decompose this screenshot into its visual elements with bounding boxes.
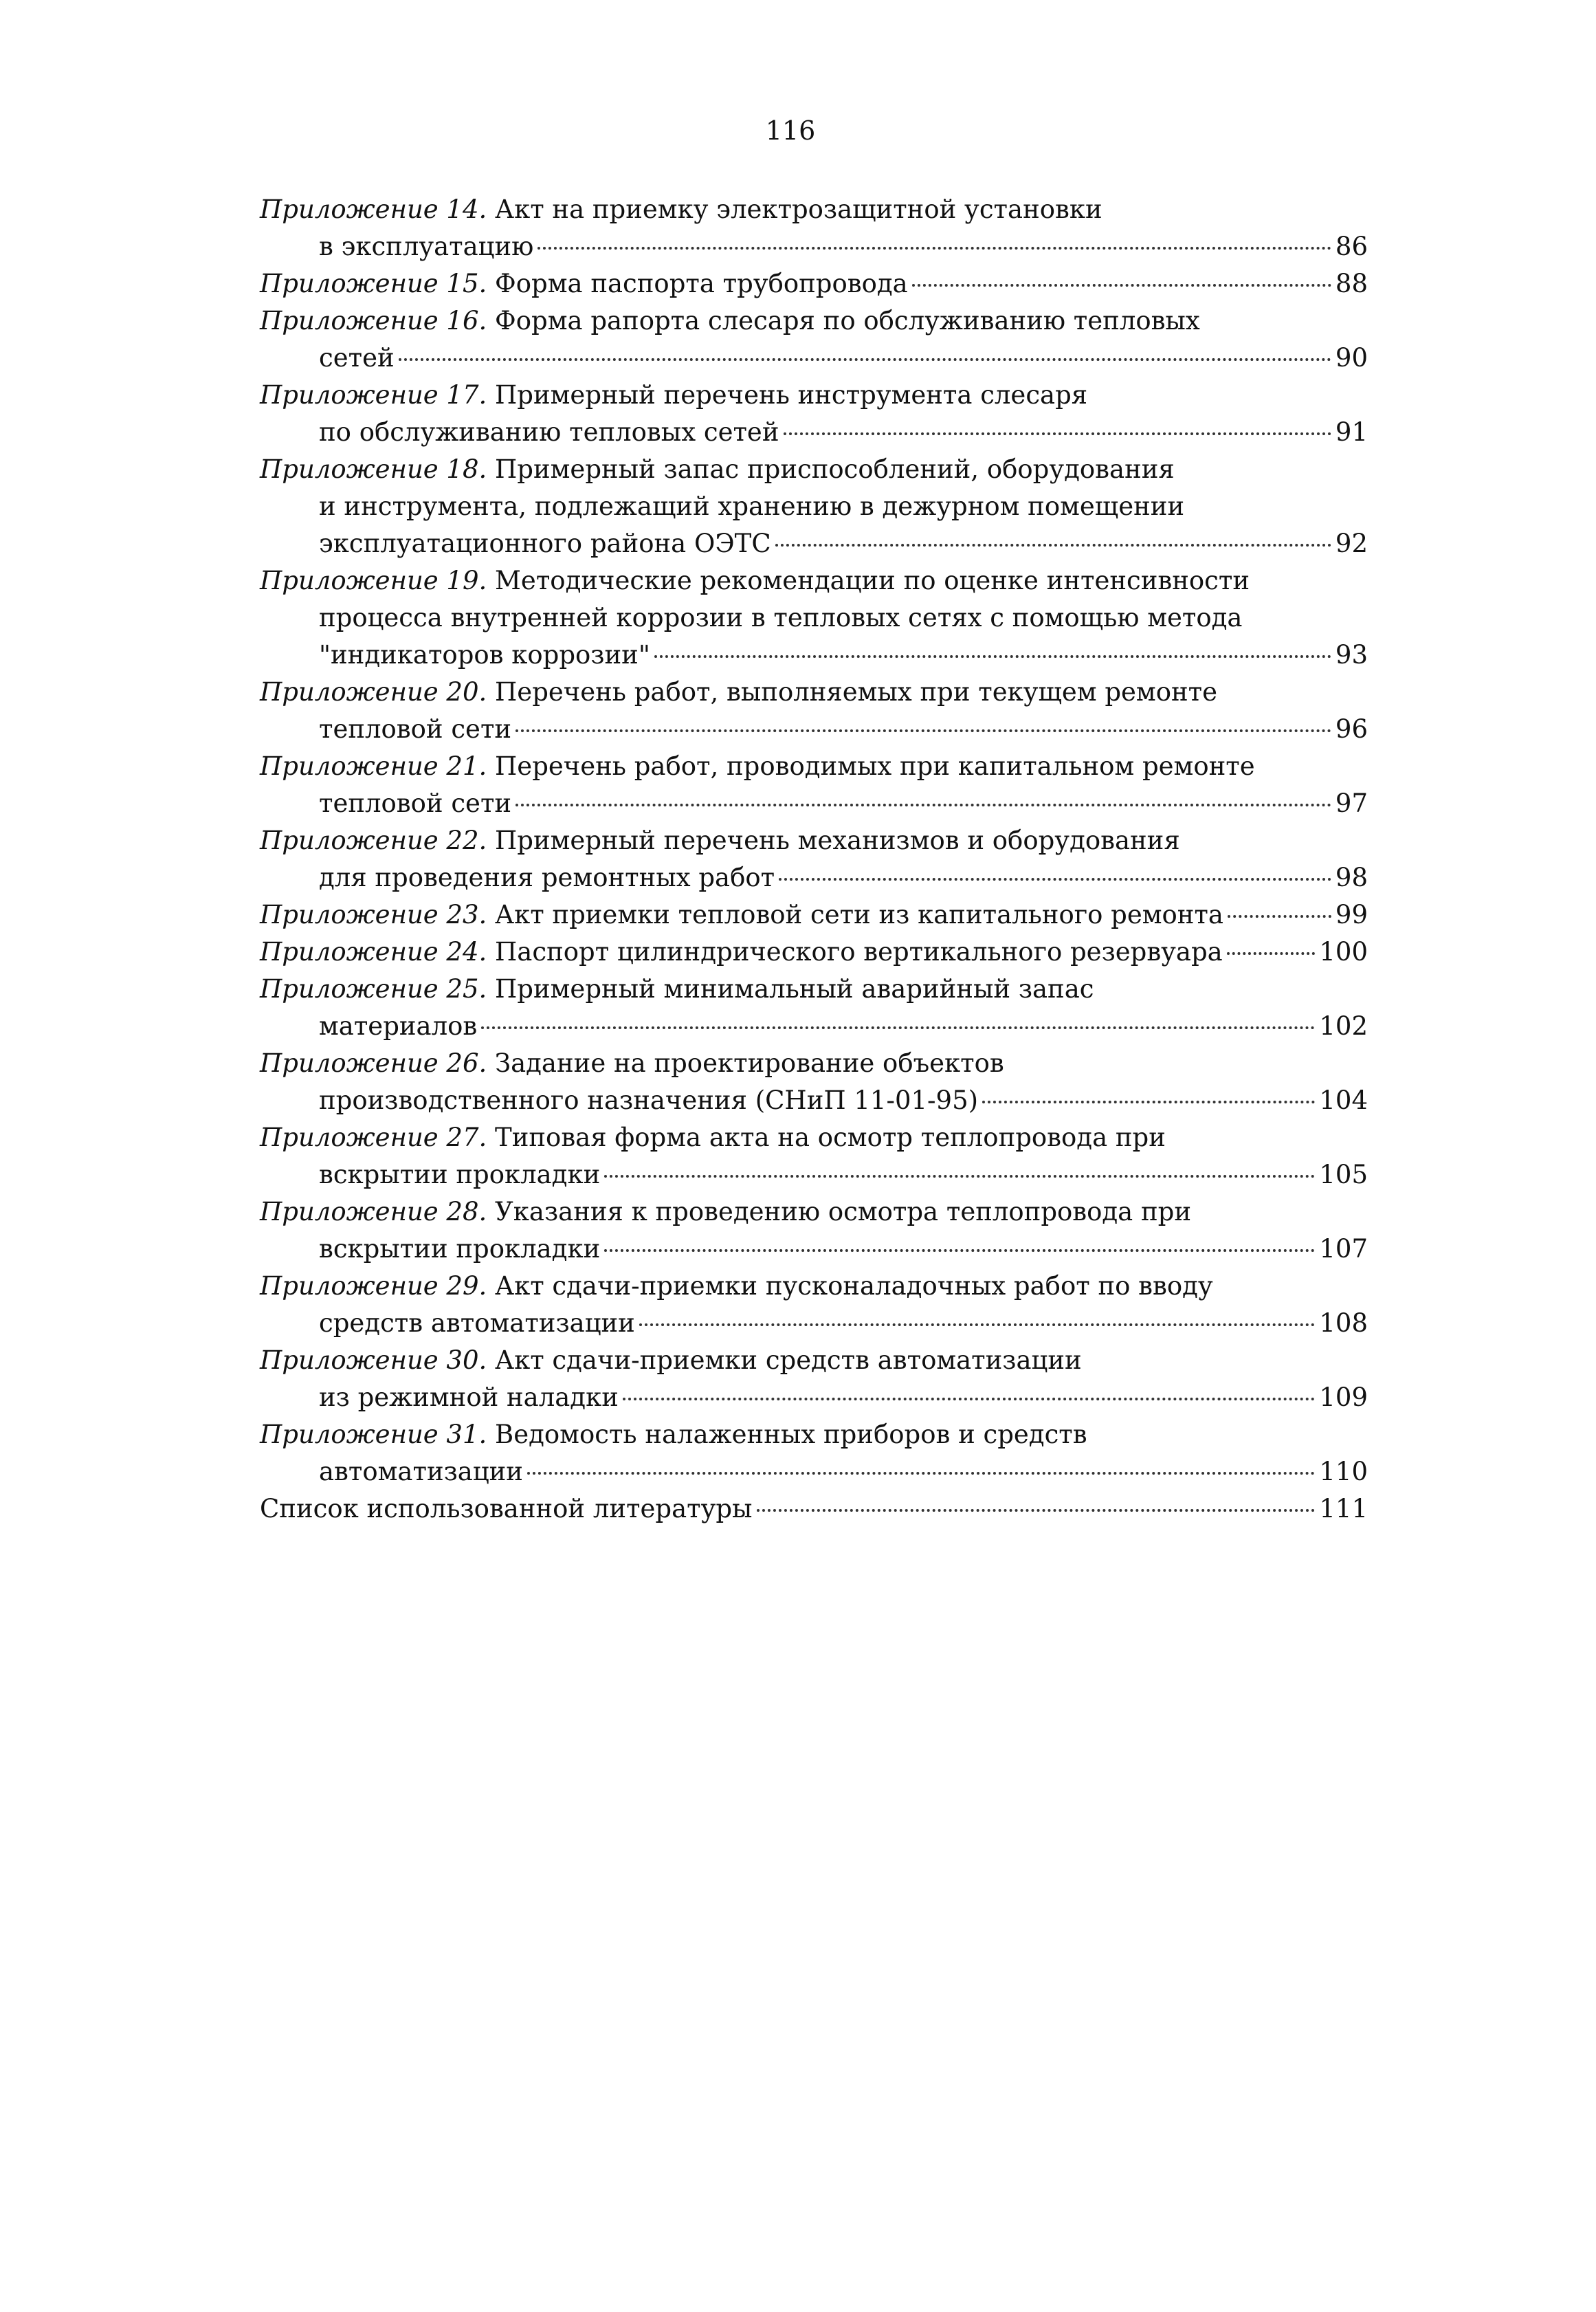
dot-leader bbox=[1228, 915, 1331, 918]
toc-page-number: 111 bbox=[1319, 1494, 1368, 1523]
toc-entry-line bbox=[260, 525, 1368, 562]
toc-entry bbox=[260, 1193, 1368, 1268]
toc-entry-title: Акт приемки тепловой сети из капитального ремонта bbox=[487, 900, 1223, 929]
toc-entry-line bbox=[260, 1045, 1368, 1082]
toc-entry bbox=[260, 562, 1368, 674]
table-of-contents bbox=[260, 191, 1368, 1528]
toc-page-number: 104 bbox=[1319, 1086, 1368, 1115]
toc-entry bbox=[260, 1342, 1368, 1416]
toc-entry-line bbox=[260, 562, 1368, 599]
dot-leader bbox=[775, 544, 1331, 547]
toc-entry bbox=[260, 971, 1368, 1045]
toc-entry bbox=[260, 1268, 1368, 1342]
toc-entry-line bbox=[260, 228, 1368, 265]
toc-entry-title: материалов bbox=[319, 1011, 478, 1041]
page-number: 116 bbox=[765, 115, 816, 146]
toc-entry-title: Форма паспорта трубопровода bbox=[487, 269, 908, 298]
toc-entry-title: Типовая форма акта на осмотр теплопровода при bbox=[487, 1123, 1166, 1152]
appendix-label: Приложение 26. bbox=[260, 1048, 487, 1078]
toc-entry-line bbox=[260, 1490, 1368, 1528]
toc-entry-line bbox=[260, 1119, 1368, 1156]
toc-entry-line bbox=[260, 859, 1368, 896]
toc-entry-line bbox=[260, 488, 1368, 525]
appendix-label: Приложение 22. bbox=[260, 826, 487, 855]
toc-page-number: 88 bbox=[1335, 269, 1368, 298]
toc-entry-title: Список использованной литературы bbox=[260, 1494, 753, 1523]
toc-entry-line bbox=[260, 1231, 1368, 1268]
toc-entry bbox=[260, 265, 1368, 302]
toc-entry bbox=[260, 822, 1368, 896]
toc-entry-title: средств автоматизации bbox=[319, 1308, 635, 1338]
toc-entry-title: автоматизации bbox=[319, 1457, 523, 1486]
toc-page-number: 105 bbox=[1319, 1160, 1368, 1189]
toc-page-number: 108 bbox=[1319, 1308, 1368, 1338]
toc-page-number: 107 bbox=[1319, 1234, 1368, 1264]
toc-entry-line bbox=[260, 191, 1368, 228]
toc-entry-line bbox=[260, 302, 1368, 340]
toc-entry-title: по обслуживанию тепловых сетей bbox=[319, 417, 779, 447]
appendix-label: Приложение 17. bbox=[260, 380, 487, 410]
toc-entry-line bbox=[260, 971, 1368, 1008]
toc-entry-title: в эксплуатацию bbox=[319, 232, 534, 261]
toc-entry bbox=[260, 934, 1368, 971]
dot-leader bbox=[516, 804, 1331, 806]
toc-entry-title: Примерный перечень механизмов и оборудования bbox=[487, 826, 1180, 855]
toc-page-number: 102 bbox=[1319, 1011, 1368, 1041]
toc-entry-title: Акт сдачи-приемки пусконаладочных работ по вводу bbox=[487, 1271, 1213, 1301]
toc-entry-title: Задание на проектирование объектов bbox=[487, 1048, 1004, 1078]
toc-entry bbox=[260, 1119, 1368, 1193]
dot-leader bbox=[912, 284, 1331, 287]
toc-page-number: 110 bbox=[1319, 1457, 1368, 1486]
toc-entry-line bbox=[260, 1082, 1368, 1119]
toc-entry-title: тепловой сети bbox=[319, 714, 512, 744]
toc-entry-title: Перечень работ, проводимых при капитальном ремонте bbox=[487, 751, 1255, 781]
toc-entry-title: эксплуатационного района ОЭТС bbox=[319, 529, 771, 558]
toc-page-number: 98 bbox=[1335, 863, 1368, 892]
toc-entry-line bbox=[260, 451, 1368, 488]
toc-page-number: 100 bbox=[1319, 937, 1368, 967]
appendix-label: Приложение 19. bbox=[260, 566, 487, 595]
toc-entry bbox=[260, 896, 1368, 934]
toc-entry-title: Форма рапорта слесаря по обслуживанию тепловых bbox=[487, 306, 1200, 335]
appendix-label: Приложение 29. bbox=[260, 1271, 487, 1301]
toc-entry bbox=[260, 191, 1368, 265]
toc-entry-line bbox=[260, 748, 1368, 785]
toc-entry bbox=[260, 674, 1368, 748]
dot-leader bbox=[623, 1398, 1316, 1400]
toc-page-number: 92 bbox=[1335, 529, 1368, 558]
toc-entry bbox=[260, 1045, 1368, 1119]
dot-leader bbox=[639, 1323, 1316, 1326]
toc-entry-title: Перечень работ, выполняемых при текущем ремонте bbox=[487, 677, 1218, 707]
dot-leader bbox=[481, 1026, 1315, 1029]
appendix-label: Приложение 30. bbox=[260, 1345, 487, 1375]
toc-entry-title: вскрытии прокладки bbox=[319, 1160, 601, 1189]
toc-entry-title: "индикаторов коррозии" bbox=[319, 640, 650, 670]
appendix-label: Приложение 18. bbox=[260, 454, 487, 484]
toc-entry-line bbox=[260, 637, 1368, 674]
appendix-label: Приложение 20. bbox=[260, 677, 487, 707]
appendix-label: Приложение 21. bbox=[260, 751, 487, 781]
toc-entry-line bbox=[260, 1193, 1368, 1231]
toc-entry-line bbox=[260, 711, 1368, 748]
appendix-label: Приложение 15. bbox=[260, 269, 487, 298]
dot-leader bbox=[654, 655, 1331, 658]
dot-leader bbox=[779, 878, 1331, 881]
toc-entry-line bbox=[260, 1268, 1368, 1305]
toc-entry-title: из режимной наладки bbox=[319, 1383, 619, 1412]
dot-leader bbox=[527, 1472, 1315, 1475]
toc-entry-line bbox=[260, 265, 1368, 302]
toc-entry-title: Примерный перечень инструмента слесаря bbox=[487, 380, 1088, 410]
toc-entry bbox=[260, 1416, 1368, 1490]
toc-entry-title: Примерный запас приспособлений, оборудования bbox=[487, 454, 1175, 484]
appendix-label: Приложение 31. bbox=[260, 1420, 487, 1449]
toc-entry-title: Методические рекомендации по оценке интенсивности bbox=[487, 566, 1250, 595]
toc-entry-line bbox=[260, 377, 1368, 414]
toc-entry-title: Указания к проведению осмотра теплопровода при bbox=[487, 1197, 1192, 1226]
dot-leader bbox=[982, 1101, 1315, 1103]
toc-entry-line bbox=[260, 1342, 1368, 1379]
dot-leader bbox=[784, 432, 1331, 435]
dot-leader bbox=[604, 1175, 1315, 1178]
toc-entry-line bbox=[260, 599, 1368, 637]
appendix-label: Приложение 28. bbox=[260, 1197, 487, 1226]
appendix-label: Приложение 25. bbox=[260, 974, 487, 1004]
toc-page-number: 86 bbox=[1335, 232, 1368, 261]
toc-entry-line bbox=[260, 1416, 1368, 1453]
toc-page-number: 91 bbox=[1335, 417, 1368, 447]
dot-leader bbox=[399, 358, 1331, 361]
appendix-label: Приложение 23. bbox=[260, 900, 487, 929]
appendix-label: Приложение 24. bbox=[260, 937, 487, 967]
toc-entry-line bbox=[260, 1379, 1368, 1416]
toc-entry-line bbox=[260, 822, 1368, 859]
toc-entry-line bbox=[260, 414, 1368, 451]
appendix-label: Приложение 16. bbox=[260, 306, 487, 335]
toc-entry bbox=[260, 748, 1368, 822]
toc-entry bbox=[260, 451, 1368, 562]
dot-leader bbox=[537, 247, 1331, 250]
toc-entry-title: тепловой сети bbox=[319, 789, 512, 818]
toc-entry-line bbox=[260, 1008, 1368, 1045]
toc-entry bbox=[260, 302, 1368, 377]
toc-entry-title: сетей bbox=[319, 343, 395, 373]
toc-entry-title: процесса внутренней коррозии в тепловых сетях с помощью метода bbox=[319, 603, 1243, 632]
toc-page-number: 97 bbox=[1335, 789, 1368, 818]
toc-entry-line bbox=[260, 674, 1368, 711]
toc-entry bbox=[260, 1490, 1368, 1528]
toc-page-number: 93 bbox=[1335, 640, 1368, 670]
toc-entry-title: для проведения ремонтных работ bbox=[319, 863, 775, 892]
toc-page-number: 109 bbox=[1319, 1383, 1368, 1412]
toc-entry-line bbox=[260, 1305, 1368, 1342]
toc-entry-line bbox=[260, 896, 1368, 934]
toc-entry-title: Примерный минимальный аварийный запас bbox=[487, 974, 1094, 1004]
toc-page-number: 99 bbox=[1335, 900, 1368, 929]
toc-entry-title: Акт сдачи-приемки средств автоматизации bbox=[487, 1345, 1082, 1375]
toc-entry-line bbox=[260, 934, 1368, 971]
appendix-label: Приложение 14. bbox=[260, 195, 487, 224]
toc-entry-title: и инструмента, подлежащий хранению в дежурном помещении bbox=[319, 492, 1185, 521]
dot-leader bbox=[1227, 952, 1316, 955]
toc-entry-line bbox=[260, 1156, 1368, 1193]
dot-leader bbox=[516, 729, 1331, 732]
toc-entry-title: Ведомость налаженных приборов и средств bbox=[487, 1420, 1087, 1449]
dot-leader bbox=[757, 1509, 1316, 1512]
toc-page-number: 90 bbox=[1335, 343, 1368, 373]
toc-entry-title: Акт на приемку электрозащитной установки bbox=[487, 195, 1102, 224]
appendix-label: Приложение 27. bbox=[260, 1123, 487, 1152]
toc-entry bbox=[260, 377, 1368, 451]
dot-leader bbox=[604, 1249, 1315, 1252]
toc-page-number: 96 bbox=[1335, 714, 1368, 744]
toc-entry-line bbox=[260, 1453, 1368, 1490]
toc-entry-title: производственного назначения (СНиП 11-01-95) bbox=[319, 1086, 979, 1115]
toc-entry-line bbox=[260, 340, 1368, 377]
toc-entry-title: Паспорт цилиндрического вертикального резервуара bbox=[487, 937, 1223, 967]
toc-entry-line bbox=[260, 785, 1368, 822]
toc-entry-title: вскрытии прокладки bbox=[319, 1234, 601, 1264]
